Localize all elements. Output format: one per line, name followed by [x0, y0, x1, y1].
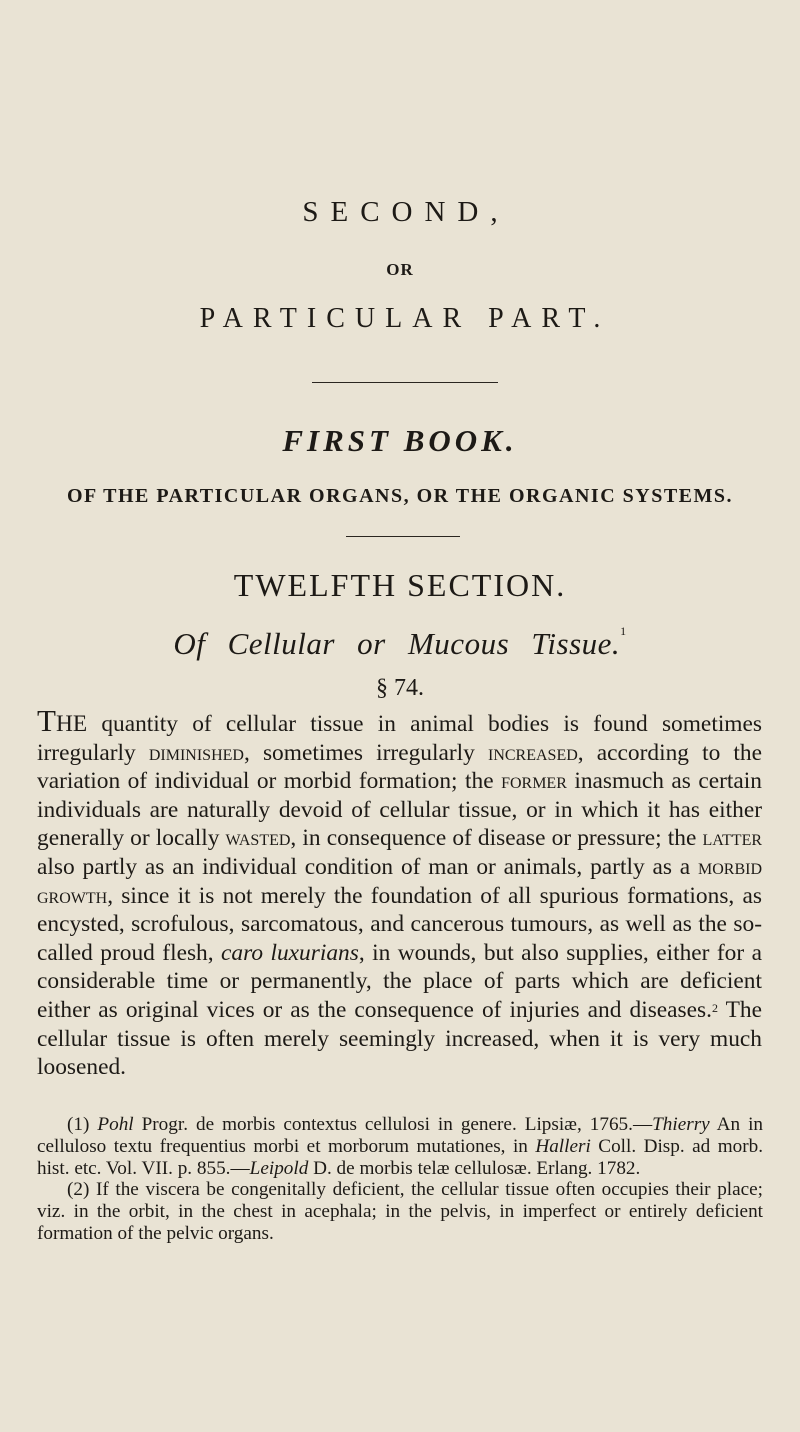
body-text: inasmuch as certain individuals are naturally devoid of cellular tissue, or in which it has either generally or locally	[37, 768, 762, 852]
body-text: , sometimes irregularly	[243, 739, 488, 766]
divider-rule	[346, 536, 460, 537]
section-subject	[0, 626, 800, 662]
latin-term: caro luxurians	[221, 939, 359, 966]
body-text: , according to the variation of individual or morbid formation; the	[37, 739, 762, 795]
footnote-text: Coll. Disp. ad morb. hist. etc. Vol. VII. p. 855.—	[37, 1135, 763, 1179]
author-name: Pohl	[97, 1114, 134, 1135]
author-name: Thierry	[652, 1114, 710, 1135]
book-title: FIRST BOOK.	[282, 423, 518, 458]
emphasis-term: diminished	[148, 739, 244, 766]
emphasis-term: latter	[702, 825, 763, 852]
drop-cap: T	[37, 703, 56, 738]
footnote-ref: 2	[712, 1000, 718, 1015]
footnote-text: Progr. de morbis contextus cellulosi in genere. Lipsiæ, 1765.—	[133, 1114, 653, 1135]
body-text: The cellular tissue is often merely seemingly increased, when it is very much loosened.	[37, 996, 762, 1081]
section-subject-text: Of Cellular or Mucous Tissue.	[173, 626, 621, 661]
body-text: , in wounds, but also supplies, either for a considerable time or permanently, the place of parts which are deficient either as original vices or as the consequence of injuries and diseases.	[37, 939, 762, 1023]
author-name: Leipold	[249, 1157, 309, 1179]
footnote-text: D. de morbis telæ cellulosæ. Erlang. 1782.	[308, 1157, 641, 1179]
part-subtitle: PARTICULAR PART.	[199, 303, 611, 334]
opening-word: HE	[55, 711, 88, 737]
body-text: quantity of cellular tissue in animal bodies is found sometimes irregularly	[37, 711, 762, 766]
section-title: TWELFTH SECTION.	[233, 567, 567, 603]
body-paragraph	[37, 703, 763, 1082]
footnote-text: (1)	[67, 1114, 98, 1135]
divider-rule	[312, 382, 498, 383]
or-connector: OR	[386, 260, 414, 279]
author-name: Halleri	[535, 1135, 591, 1157]
emphasis-term: increased	[487, 739, 578, 766]
part-title: SECOND,	[302, 196, 510, 228]
body-text: also partly as an individual condition of man or animals, partly as a	[37, 853, 698, 880]
emphasis-term: former	[501, 768, 567, 795]
body-text: , since it is not merely the foundation of all spurious formations, as encysted, scrofulous, sarcomatous, and cancerous tumours, as well as the so-called proud flesh,	[37, 882, 762, 966]
footnote-ref: 1	[620, 624, 627, 638]
emphasis-term: morbid growth	[37, 853, 762, 909]
emphasis-term: wasted	[225, 825, 291, 852]
footnote-2: (2) If the viscera be congenitally deficient, the cellular tissue often occupies their place; viz. in the orbit, in the chest in acephala; in the pelvis, in imperfect or entirely deficient formation of the pelvic organs.	[37, 1179, 763, 1244]
paragraph-number: § 74.	[376, 675, 424, 701]
footnote-text: An in celluloso textu frequentius morbi et morborum mutationes, in	[37, 1114, 764, 1157]
book-subtitle: OF THE PARTICULAR ORGANS, OR THE ORGANIC SYSTEMS.	[66, 485, 734, 507]
footnotes	[37, 1114, 763, 1245]
footnote-1	[37, 1114, 763, 1179]
body-text: , in consequence of disease or pressure; the	[290, 825, 703, 852]
